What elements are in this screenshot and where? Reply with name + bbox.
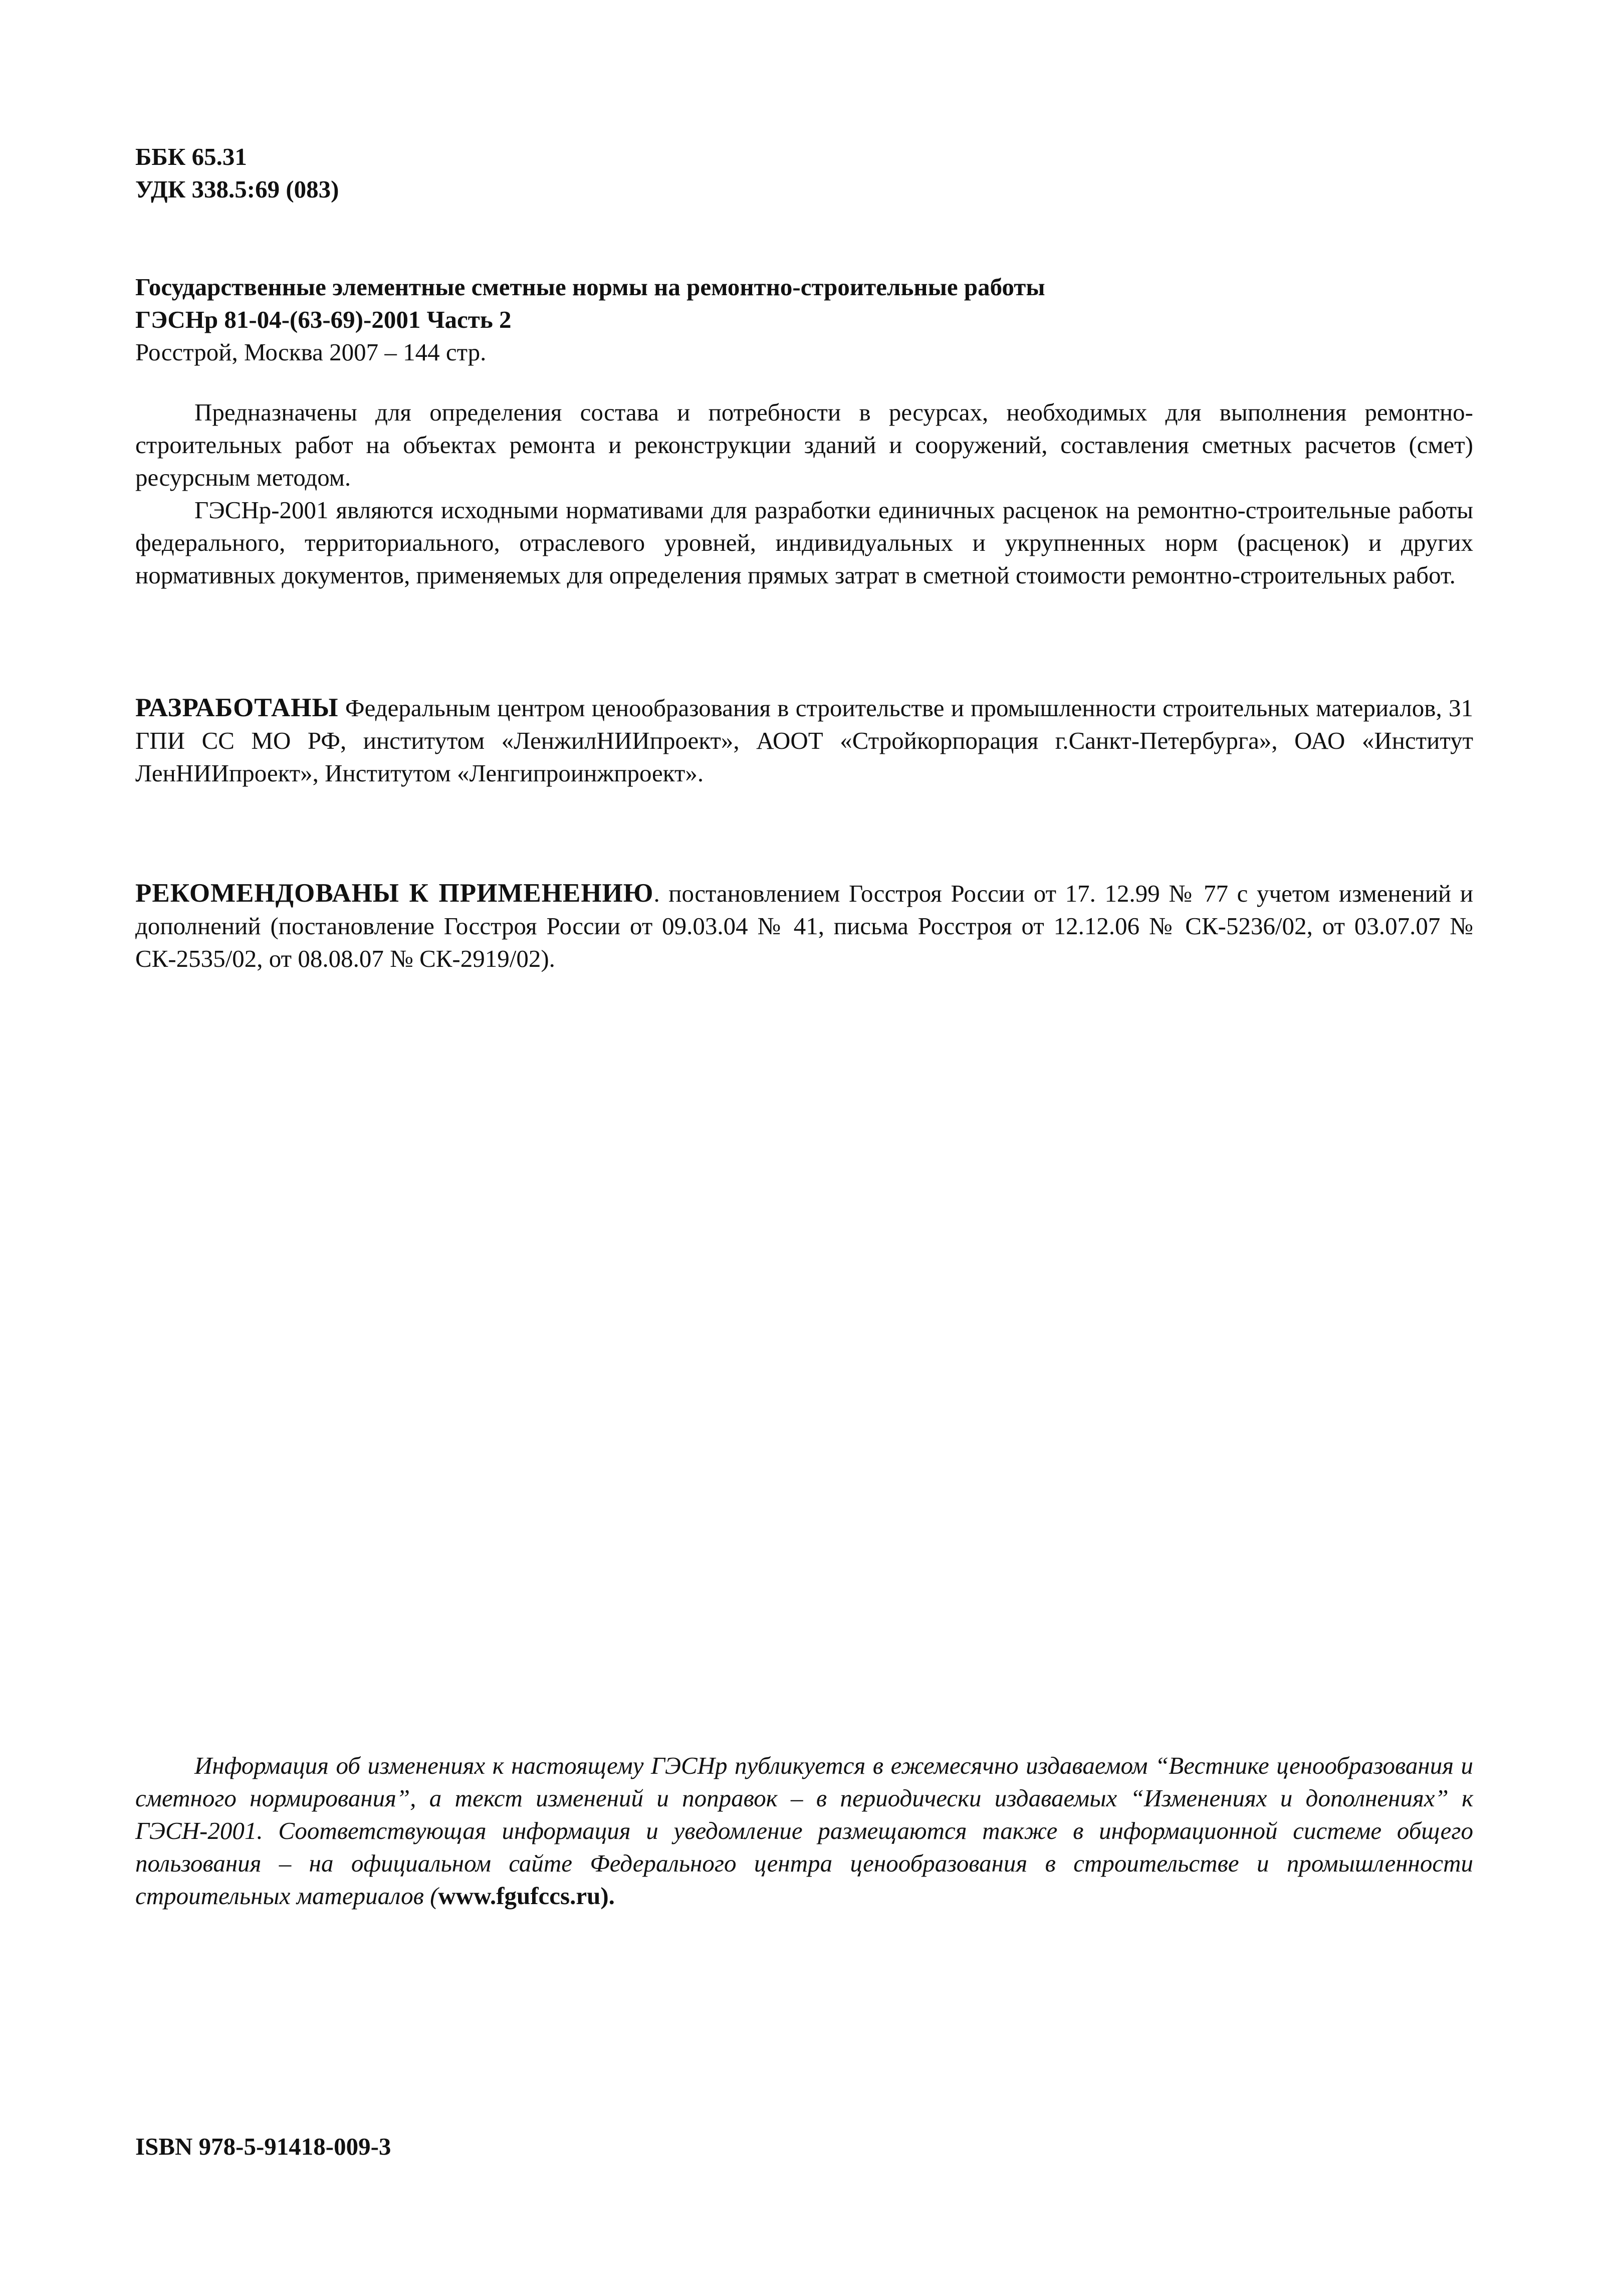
- info-paragraph: [135, 1749, 1473, 1912]
- udk-code: УДК 338.5:69 (083): [135, 175, 339, 203]
- info-text: Информация об изменениях к настоящему ГЭСНр публикуется в ежемесячно издаваемом “Вестнике ценообразования и сметного нормирования”, а текст изменений и поправок – в периодически издаваемых “Изменениях и дополнениях” к ГЭСН-2001. Соответствующая информация и уведомление размещаются также в информационной системе общего пользования – на официальном сайте Федерального центра ценообразования в строительстве и промышленности строительных материалов (: [135, 1752, 1473, 1910]
- classification-codes: [135, 140, 1473, 205]
- developed-text: Федеральным центром ценообразования в строительстве и промышленности строительных материалов, 31 ГПИ СС МО РФ, институтом «ЛенжилНИИпроект», АООТ «Стройкорпорация г.Санкт-Петербурга», ОАО «Институт ЛенНИИпроект», Институтом «Ленгипроинжпроект».: [135, 694, 1473, 787]
- purpose-paragraph-2: ГЭСНр-2001 являются исходными нормативами для разработки единичных расценок на ремонтно-строительные работы федерального, территориального, отраслевого уровней, индивидуальных и укрупненных норм (расценок) и других нормативных документов, применяемых для определения прямых затрат в сметной стоимости ремонтно-строительных работ.: [135, 496, 1473, 589]
- purpose-paragraph-1: Предназначены для определения состава и потребности в ресурсах, необходимых для выполнения ремонтно-строительных работ на объектах ремонта и реконструкции зданий и сооружений, составления сметных расчетов (смет) ресурсным методом.: [135, 398, 1473, 491]
- recommended-paragraph: [135, 877, 1473, 975]
- isbn: ISBN 978-5-91418-009-3: [135, 2133, 391, 2160]
- bbk-code: ББК 65.31: [135, 143, 247, 170]
- imprint: Росстрой, Москва 2007 – 144 стр.: [135, 338, 487, 366]
- recommended-text: . постановлением Госстроя России от 17. 12.99 № 77 с учетом изменений и дополнений (постановление Госстроя России от 09.03.04 № 41, письма Росстроя от 12.12.06 № СК-5236/02, от 03.07.07 № СК-2535/02, от 08.08.07 № СК-2919/02).: [135, 880, 1473, 972]
- document-title: Государственные элементные сметные нормы на ремонтно-строительные работы: [135, 273, 1045, 301]
- developed-by-section: [135, 692, 1473, 789]
- website-link[interactable]: www.fgufccs.ru: [438, 1882, 601, 1910]
- developed-lead: РАЗРАБОТАНЫ: [135, 693, 339, 722]
- document-code: ГЭСНр 81-04-(63-69)-2001 Часть 2: [135, 306, 512, 333]
- title-block: [135, 271, 1473, 368]
- info-notice: [135, 1749, 1473, 1912]
- info-closing: ).: [600, 1882, 615, 1910]
- developed-paragraph: [135, 692, 1473, 789]
- recommended-lead: РЕКОМЕНДОВАНЫ К ПРИМЕНЕНИЮ: [135, 879, 654, 908]
- recommended-section: [135, 877, 1473, 975]
- purpose-section: [135, 396, 1473, 591]
